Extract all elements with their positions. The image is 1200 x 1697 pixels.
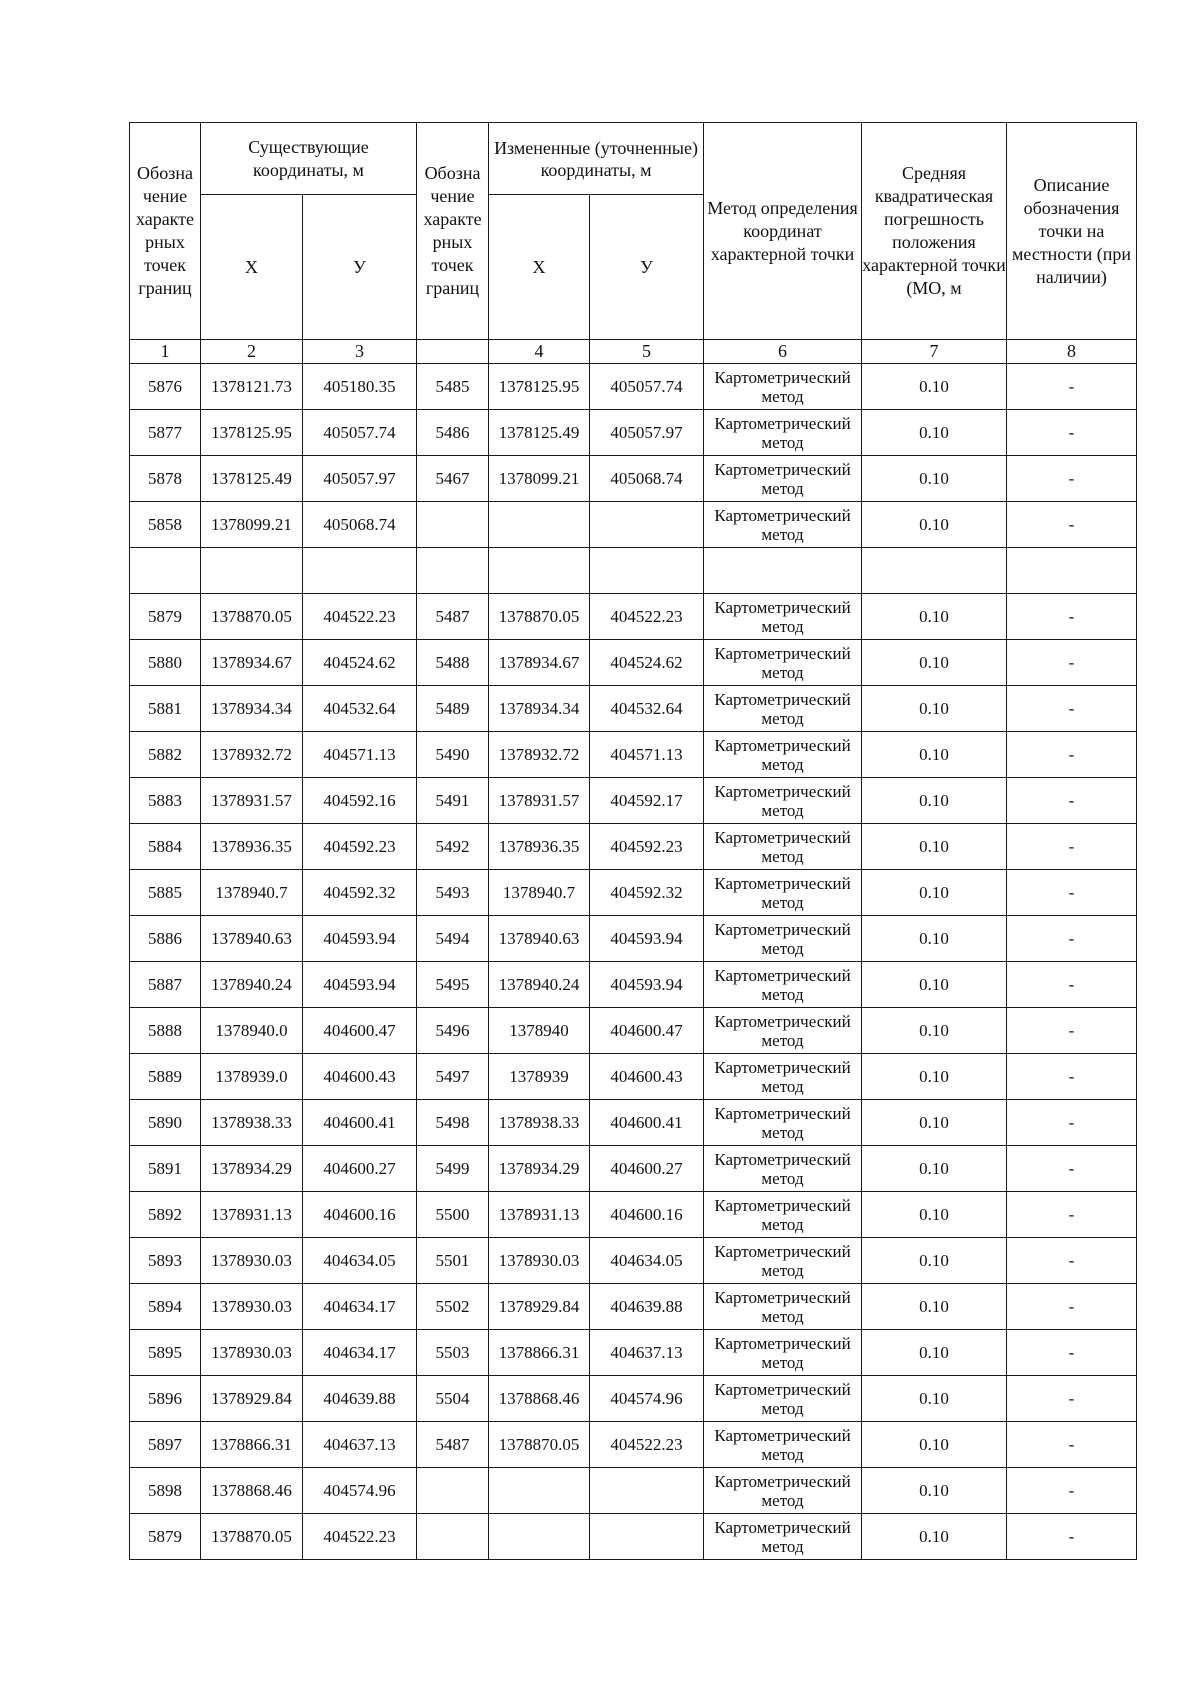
cell-changed-point-id: 5490 xyxy=(417,732,489,778)
table-row xyxy=(130,1514,1137,1560)
column-number: 4 xyxy=(489,340,590,364)
cell-existing-y: 404532.64 xyxy=(303,686,417,732)
cell-existing-y: 405057.97 xyxy=(303,456,417,502)
cell-description: - xyxy=(1007,824,1137,870)
cell-changed-x: 1378932.72 xyxy=(489,732,590,778)
cell-point-id: 5896 xyxy=(130,1376,201,1422)
table-row xyxy=(130,732,1137,778)
cell-changed-point-id: 5487 xyxy=(417,594,489,640)
cell-changed-point-id: 5498 xyxy=(417,1100,489,1146)
cell-description: - xyxy=(1007,1238,1137,1284)
cell-point-id: 5882 xyxy=(130,732,201,778)
column-number: 8 xyxy=(1007,340,1137,364)
cell-changed-point-id: 5499 xyxy=(417,1146,489,1192)
cell-changed-x: 1378125.95 xyxy=(489,364,590,410)
cell-existing-y: 404600.16 xyxy=(303,1192,417,1238)
cell-changed-y xyxy=(590,1468,704,1514)
cell-changed-point-id: 5492 xyxy=(417,824,489,870)
header-y-changed: У xyxy=(590,195,704,340)
cell-method: Картометрический метод xyxy=(704,962,862,1008)
cell-point-id: 5885 xyxy=(130,870,201,916)
cell-point-id: 5883 xyxy=(130,778,201,824)
cell-point-id: 5884 xyxy=(130,824,201,870)
cell-existing-y: 404634.05 xyxy=(303,1238,417,1284)
table-row xyxy=(130,1376,1137,1422)
cell-method: Картометрический метод xyxy=(704,1192,862,1238)
cell-changed-x xyxy=(489,548,590,594)
table-row xyxy=(130,1468,1137,1514)
cell-changed-y: 404593.94 xyxy=(590,916,704,962)
cell-description: - xyxy=(1007,1192,1137,1238)
cell-existing-x: 1378934.29 xyxy=(201,1146,303,1192)
table-row xyxy=(130,1284,1137,1330)
cell-error: 0.10 xyxy=(862,640,1007,686)
cell-changed-point-id: 5488 xyxy=(417,640,489,686)
column-number: 6 xyxy=(704,340,862,364)
cell-changed-x: 1378868.46 xyxy=(489,1376,590,1422)
cell-error: 0.10 xyxy=(862,1514,1007,1560)
cell-existing-x: 1378125.49 xyxy=(201,456,303,502)
cell-existing-y: 404637.13 xyxy=(303,1422,417,1468)
cell-changed-x: 1378870.05 xyxy=(489,1422,590,1468)
cell-changed-x xyxy=(489,502,590,548)
cell-changed-point-id: 5495 xyxy=(417,962,489,1008)
cell-description: - xyxy=(1007,686,1137,732)
cell-method: Картометрический метод xyxy=(704,916,862,962)
cell-description: - xyxy=(1007,410,1137,456)
cell-method xyxy=(704,548,862,594)
cell-method: Картометрический метод xyxy=(704,1146,862,1192)
cell-existing-x: 1378936.35 xyxy=(201,824,303,870)
cell-description: - xyxy=(1007,732,1137,778)
cell-changed-y: 404600.16 xyxy=(590,1192,704,1238)
cell-error: 0.10 xyxy=(862,1238,1007,1284)
cell-changed-x: 1378931.13 xyxy=(489,1192,590,1238)
table-row xyxy=(130,1054,1137,1100)
cell-point-id: 5887 xyxy=(130,962,201,1008)
cell-changed-point-id: 5504 xyxy=(417,1376,489,1422)
cell-changed-point-id xyxy=(417,548,489,594)
table-row xyxy=(130,1422,1137,1468)
cell-changed-x: 1378938.33 xyxy=(489,1100,590,1146)
cell-method: Картометрический метод xyxy=(704,1238,862,1284)
cell-point-id: 5880 xyxy=(130,640,201,686)
cell-changed-x: 1378934.67 xyxy=(489,640,590,686)
cell-changed-x: 1378936.35 xyxy=(489,824,590,870)
cell-method: Картометрический метод xyxy=(704,1330,862,1376)
table-row xyxy=(130,870,1137,916)
cell-method: Картометрический метод xyxy=(704,1514,862,1560)
cell-method: Картометрический метод xyxy=(704,502,862,548)
table-row xyxy=(130,548,1137,594)
cell-point-id: 5893 xyxy=(130,1238,201,1284)
table-row xyxy=(130,1330,1137,1376)
cell-existing-y: 404522.23 xyxy=(303,1514,417,1560)
header-description: Описание обозначения точки на местности (при наличии) xyxy=(1007,123,1137,340)
cell-point-id: 5888 xyxy=(130,1008,201,1054)
cell-changed-x: 1378939 xyxy=(489,1054,590,1100)
header-existing-coordinates: Существующие координаты, м xyxy=(201,123,417,195)
cell-existing-x: 1378125.95 xyxy=(201,410,303,456)
cell-description: - xyxy=(1007,870,1137,916)
cell-description: - xyxy=(1007,1054,1137,1100)
cell-changed-x: 1378940 xyxy=(489,1008,590,1054)
table-row xyxy=(130,1146,1137,1192)
cell-changed-y: 405057.97 xyxy=(590,410,704,456)
cell-existing-x: 1378940.24 xyxy=(201,962,303,1008)
cell-description xyxy=(1007,548,1137,594)
table-row xyxy=(130,1100,1137,1146)
column-number: 3 xyxy=(303,340,417,364)
cell-existing-x: 1378934.67 xyxy=(201,640,303,686)
cell-method: Картометрический метод xyxy=(704,594,862,640)
cell-changed-x xyxy=(489,1468,590,1514)
cell-changed-x: 1378940.63 xyxy=(489,916,590,962)
cell-point-id: 5881 xyxy=(130,686,201,732)
cell-changed-x xyxy=(489,1514,590,1560)
cell-existing-y: 404600.43 xyxy=(303,1054,417,1100)
cell-point-id: 5877 xyxy=(130,410,201,456)
cell-error: 0.10 xyxy=(862,594,1007,640)
cell-existing-y: 404574.96 xyxy=(303,1468,417,1514)
table-row xyxy=(130,364,1137,410)
cell-changed-x: 1378870.05 xyxy=(489,594,590,640)
cell-point-id: 5898 xyxy=(130,1468,201,1514)
cell-changed-y: 404592.32 xyxy=(590,870,704,916)
table-row xyxy=(130,686,1137,732)
cell-changed-point-id xyxy=(417,1514,489,1560)
table-row xyxy=(130,640,1137,686)
table-header xyxy=(130,123,1137,364)
cell-changed-y xyxy=(590,502,704,548)
header-y-existing: У xyxy=(303,195,417,340)
cell-error: 0.10 xyxy=(862,502,1007,548)
cell-changed-y: 404522.23 xyxy=(590,1422,704,1468)
cell-existing-y: 404600.47 xyxy=(303,1008,417,1054)
cell-error: 0.10 xyxy=(862,732,1007,778)
table-row xyxy=(130,962,1137,1008)
cell-existing-y: 404571.13 xyxy=(303,732,417,778)
cell-changed-y: 404592.17 xyxy=(590,778,704,824)
header-x-changed: X xyxy=(489,195,590,340)
cell-error: 0.10 xyxy=(862,962,1007,1008)
cell-description: - xyxy=(1007,1146,1137,1192)
cell-method: Картометрический метод xyxy=(704,364,862,410)
cell-changed-y: 404524.62 xyxy=(590,640,704,686)
cell-changed-x: 1378940.7 xyxy=(489,870,590,916)
cell-description: - xyxy=(1007,778,1137,824)
cell-existing-x: 1378930.03 xyxy=(201,1284,303,1330)
cell-error: 0.10 xyxy=(862,916,1007,962)
cell-point-id: 5876 xyxy=(130,364,201,410)
header-x-existing: X xyxy=(201,195,303,340)
cell-method: Картометрический метод xyxy=(704,824,862,870)
cell-changed-y: 404600.27 xyxy=(590,1146,704,1192)
cell-changed-x: 1378930.03 xyxy=(489,1238,590,1284)
cell-existing-x: 1378099.21 xyxy=(201,502,303,548)
table-row xyxy=(130,778,1137,824)
cell-method: Картометрический метод xyxy=(704,1054,862,1100)
cell-changed-y xyxy=(590,1514,704,1560)
cell-existing-y: 405180.35 xyxy=(303,364,417,410)
cell-error: 0.10 xyxy=(862,686,1007,732)
cell-existing-y: 404600.41 xyxy=(303,1100,417,1146)
cell-changed-point-id: 5491 xyxy=(417,778,489,824)
cell-changed-point-id xyxy=(417,1468,489,1514)
cell-existing-x: 1378870.05 xyxy=(201,1514,303,1560)
cell-point-id: 5879 xyxy=(130,594,201,640)
cell-changed-point-id: 5467 xyxy=(417,456,489,502)
cell-method: Картометрический метод xyxy=(704,1100,862,1146)
cell-changed-x: 1378934.34 xyxy=(489,686,590,732)
cell-existing-x xyxy=(201,548,303,594)
cell-changed-point-id: 5501 xyxy=(417,1238,489,1284)
cell-changed-y: 404634.05 xyxy=(590,1238,704,1284)
cell-method: Картометрический метод xyxy=(704,410,862,456)
cell-existing-x: 1378930.03 xyxy=(201,1238,303,1284)
cell-error: 0.10 xyxy=(862,1284,1007,1330)
cell-changed-point-id: 5485 xyxy=(417,364,489,410)
cell-method: Картометрический метод xyxy=(704,1422,862,1468)
cell-description: - xyxy=(1007,1100,1137,1146)
cell-description: - xyxy=(1007,1376,1137,1422)
cell-method: Картометрический метод xyxy=(704,1008,862,1054)
cell-changed-point-id: 5503 xyxy=(417,1330,489,1376)
cell-error: 0.10 xyxy=(862,1422,1007,1468)
cell-existing-x: 1378930.03 xyxy=(201,1330,303,1376)
cell-existing-x: 1378121.73 xyxy=(201,364,303,410)
table-row xyxy=(130,1238,1137,1284)
cell-method: Картометрический метод xyxy=(704,870,862,916)
cell-existing-y: 404592.23 xyxy=(303,824,417,870)
table-row xyxy=(130,410,1137,456)
table-row xyxy=(130,1008,1137,1054)
cell-changed-point-id: 5497 xyxy=(417,1054,489,1100)
cell-error: 0.10 xyxy=(862,824,1007,870)
table-row xyxy=(130,1192,1137,1238)
cell-error xyxy=(862,548,1007,594)
cell-changed-x: 1378099.21 xyxy=(489,456,590,502)
cell-error: 0.10 xyxy=(862,870,1007,916)
column-number: 7 xyxy=(862,340,1007,364)
cell-changed-x: 1378929.84 xyxy=(489,1284,590,1330)
cell-point-id: 5886 xyxy=(130,916,201,962)
cell-method: Картометрический метод xyxy=(704,456,862,502)
cell-error: 0.10 xyxy=(862,456,1007,502)
cell-changed-x: 1378866.31 xyxy=(489,1330,590,1376)
column-number: 2 xyxy=(201,340,303,364)
cell-description: - xyxy=(1007,364,1137,410)
cell-method: Картометрический метод xyxy=(704,1376,862,1422)
cell-description: - xyxy=(1007,962,1137,1008)
cell-description: - xyxy=(1007,456,1137,502)
header-method: Метод определения координат характерной точки xyxy=(704,123,862,340)
cell-description: - xyxy=(1007,640,1137,686)
cell-existing-x: 1378932.72 xyxy=(201,732,303,778)
cell-changed-y xyxy=(590,548,704,594)
cell-point-id xyxy=(130,548,201,594)
column-number xyxy=(417,340,489,364)
column-number: 1 xyxy=(130,340,201,364)
cell-method: Картометрический метод xyxy=(704,778,862,824)
cell-error: 0.10 xyxy=(862,364,1007,410)
cell-point-id: 5891 xyxy=(130,1146,201,1192)
cell-changed-y: 404532.64 xyxy=(590,686,704,732)
cell-error: 0.10 xyxy=(862,1376,1007,1422)
cell-existing-y: 405057.74 xyxy=(303,410,417,456)
cell-changed-point-id: 5500 xyxy=(417,1192,489,1238)
cell-description: - xyxy=(1007,1330,1137,1376)
cell-changed-y: 404600.43 xyxy=(590,1054,704,1100)
table-row xyxy=(130,502,1137,548)
cell-existing-x: 1378934.34 xyxy=(201,686,303,732)
cell-description: - xyxy=(1007,502,1137,548)
cell-changed-y: 404639.88 xyxy=(590,1284,704,1330)
cell-error: 0.10 xyxy=(862,1146,1007,1192)
cell-changed-point-id xyxy=(417,502,489,548)
cell-existing-y: 404592.32 xyxy=(303,870,417,916)
cell-existing-y: 404593.94 xyxy=(303,916,417,962)
header-designation-changed: Обозна чение характе рных точек границ xyxy=(417,123,489,340)
cell-error: 0.10 xyxy=(862,1054,1007,1100)
cell-existing-y: 404522.23 xyxy=(303,594,417,640)
cell-changed-x: 1378934.29 xyxy=(489,1146,590,1192)
cell-description: - xyxy=(1007,1284,1137,1330)
cell-description: - xyxy=(1007,916,1137,962)
cell-changed-y: 404522.23 xyxy=(590,594,704,640)
cell-changed-x: 1378125.49 xyxy=(489,410,590,456)
cell-changed-x: 1378931.57 xyxy=(489,778,590,824)
cell-description: - xyxy=(1007,1514,1137,1560)
cell-changed-y: 404574.96 xyxy=(590,1376,704,1422)
cell-method: Картометрический метод xyxy=(704,686,862,732)
cell-description: - xyxy=(1007,594,1137,640)
table-row xyxy=(130,456,1137,502)
cell-existing-x: 1378938.33 xyxy=(201,1100,303,1146)
cell-error: 0.10 xyxy=(862,1468,1007,1514)
cell-point-id: 5892 xyxy=(130,1192,201,1238)
cell-description: - xyxy=(1007,1422,1137,1468)
cell-error: 0.10 xyxy=(862,1100,1007,1146)
cell-changed-y: 404593.94 xyxy=(590,962,704,1008)
cell-existing-x: 1378939.0 xyxy=(201,1054,303,1100)
cell-point-id: 5897 xyxy=(130,1422,201,1468)
cell-error: 0.10 xyxy=(862,410,1007,456)
cell-existing-y: 404524.62 xyxy=(303,640,417,686)
cell-point-id: 5895 xyxy=(130,1330,201,1376)
header-changed-coordinates: Измененные (уточненные) координаты, м xyxy=(489,123,704,195)
cell-changed-y: 405057.74 xyxy=(590,364,704,410)
cell-error: 0.10 xyxy=(862,1330,1007,1376)
cell-changed-point-id: 5496 xyxy=(417,1008,489,1054)
coordinates-table xyxy=(129,122,1137,1560)
cell-existing-x: 1378940.7 xyxy=(201,870,303,916)
cell-existing-x: 1378866.31 xyxy=(201,1422,303,1468)
cell-changed-point-id: 5486 xyxy=(417,410,489,456)
header-designation: Обозна чение характе рных точек границ xyxy=(130,123,201,340)
cell-method: Картометрический метод xyxy=(704,732,862,778)
cell-changed-point-id: 5487 xyxy=(417,1422,489,1468)
cell-existing-y xyxy=(303,548,417,594)
cell-changed-point-id: 5493 xyxy=(417,870,489,916)
cell-changed-y: 404600.41 xyxy=(590,1100,704,1146)
cell-existing-x: 1378868.46 xyxy=(201,1468,303,1514)
cell-changed-point-id: 5494 xyxy=(417,916,489,962)
cell-existing-x: 1378940.0 xyxy=(201,1008,303,1054)
table-row xyxy=(130,594,1137,640)
cell-changed-y: 405068.74 xyxy=(590,456,704,502)
cell-changed-y: 404571.13 xyxy=(590,732,704,778)
cell-error: 0.10 xyxy=(862,778,1007,824)
cell-existing-x: 1378931.13 xyxy=(201,1192,303,1238)
header-error: Средняя квадратическая погрешность положения характерной точки (МО, м xyxy=(862,123,1007,340)
cell-changed-y: 404592.23 xyxy=(590,824,704,870)
cell-point-id: 5878 xyxy=(130,456,201,502)
cell-description: - xyxy=(1007,1468,1137,1514)
cell-changed-y: 404600.47 xyxy=(590,1008,704,1054)
cell-description: - xyxy=(1007,1008,1137,1054)
cell-point-id: 5894 xyxy=(130,1284,201,1330)
cell-existing-y: 404592.16 xyxy=(303,778,417,824)
cell-existing-y: 404634.17 xyxy=(303,1284,417,1330)
cell-existing-y: 404634.17 xyxy=(303,1330,417,1376)
cell-existing-x: 1378870.05 xyxy=(201,594,303,640)
cell-point-id: 5890 xyxy=(130,1100,201,1146)
cell-changed-point-id: 5502 xyxy=(417,1284,489,1330)
cell-existing-y: 405068.74 xyxy=(303,502,417,548)
cell-method: Картометрический метод xyxy=(704,1468,862,1514)
cell-existing-y: 404600.27 xyxy=(303,1146,417,1192)
column-number: 5 xyxy=(590,340,704,364)
cell-existing-y: 404639.88 xyxy=(303,1376,417,1422)
table-row xyxy=(130,916,1137,962)
cell-method: Картометрический метод xyxy=(704,1284,862,1330)
cell-method: Картометрический метод xyxy=(704,640,862,686)
cell-error: 0.10 xyxy=(862,1192,1007,1238)
cell-changed-x: 1378940.24 xyxy=(489,962,590,1008)
table-row xyxy=(130,824,1137,870)
cell-changed-y: 404637.13 xyxy=(590,1330,704,1376)
cell-error: 0.10 xyxy=(862,1008,1007,1054)
cell-existing-x: 1378940.63 xyxy=(201,916,303,962)
cell-existing-y: 404593.94 xyxy=(303,962,417,1008)
cell-point-id: 5879 xyxy=(130,1514,201,1560)
column-number-row xyxy=(130,340,1137,364)
cell-changed-point-id: 5489 xyxy=(417,686,489,732)
cell-existing-x: 1378931.57 xyxy=(201,778,303,824)
table-body xyxy=(130,364,1137,1560)
cell-point-id: 5858 xyxy=(130,502,201,548)
cell-point-id: 5889 xyxy=(130,1054,201,1100)
cell-existing-x: 1378929.84 xyxy=(201,1376,303,1422)
